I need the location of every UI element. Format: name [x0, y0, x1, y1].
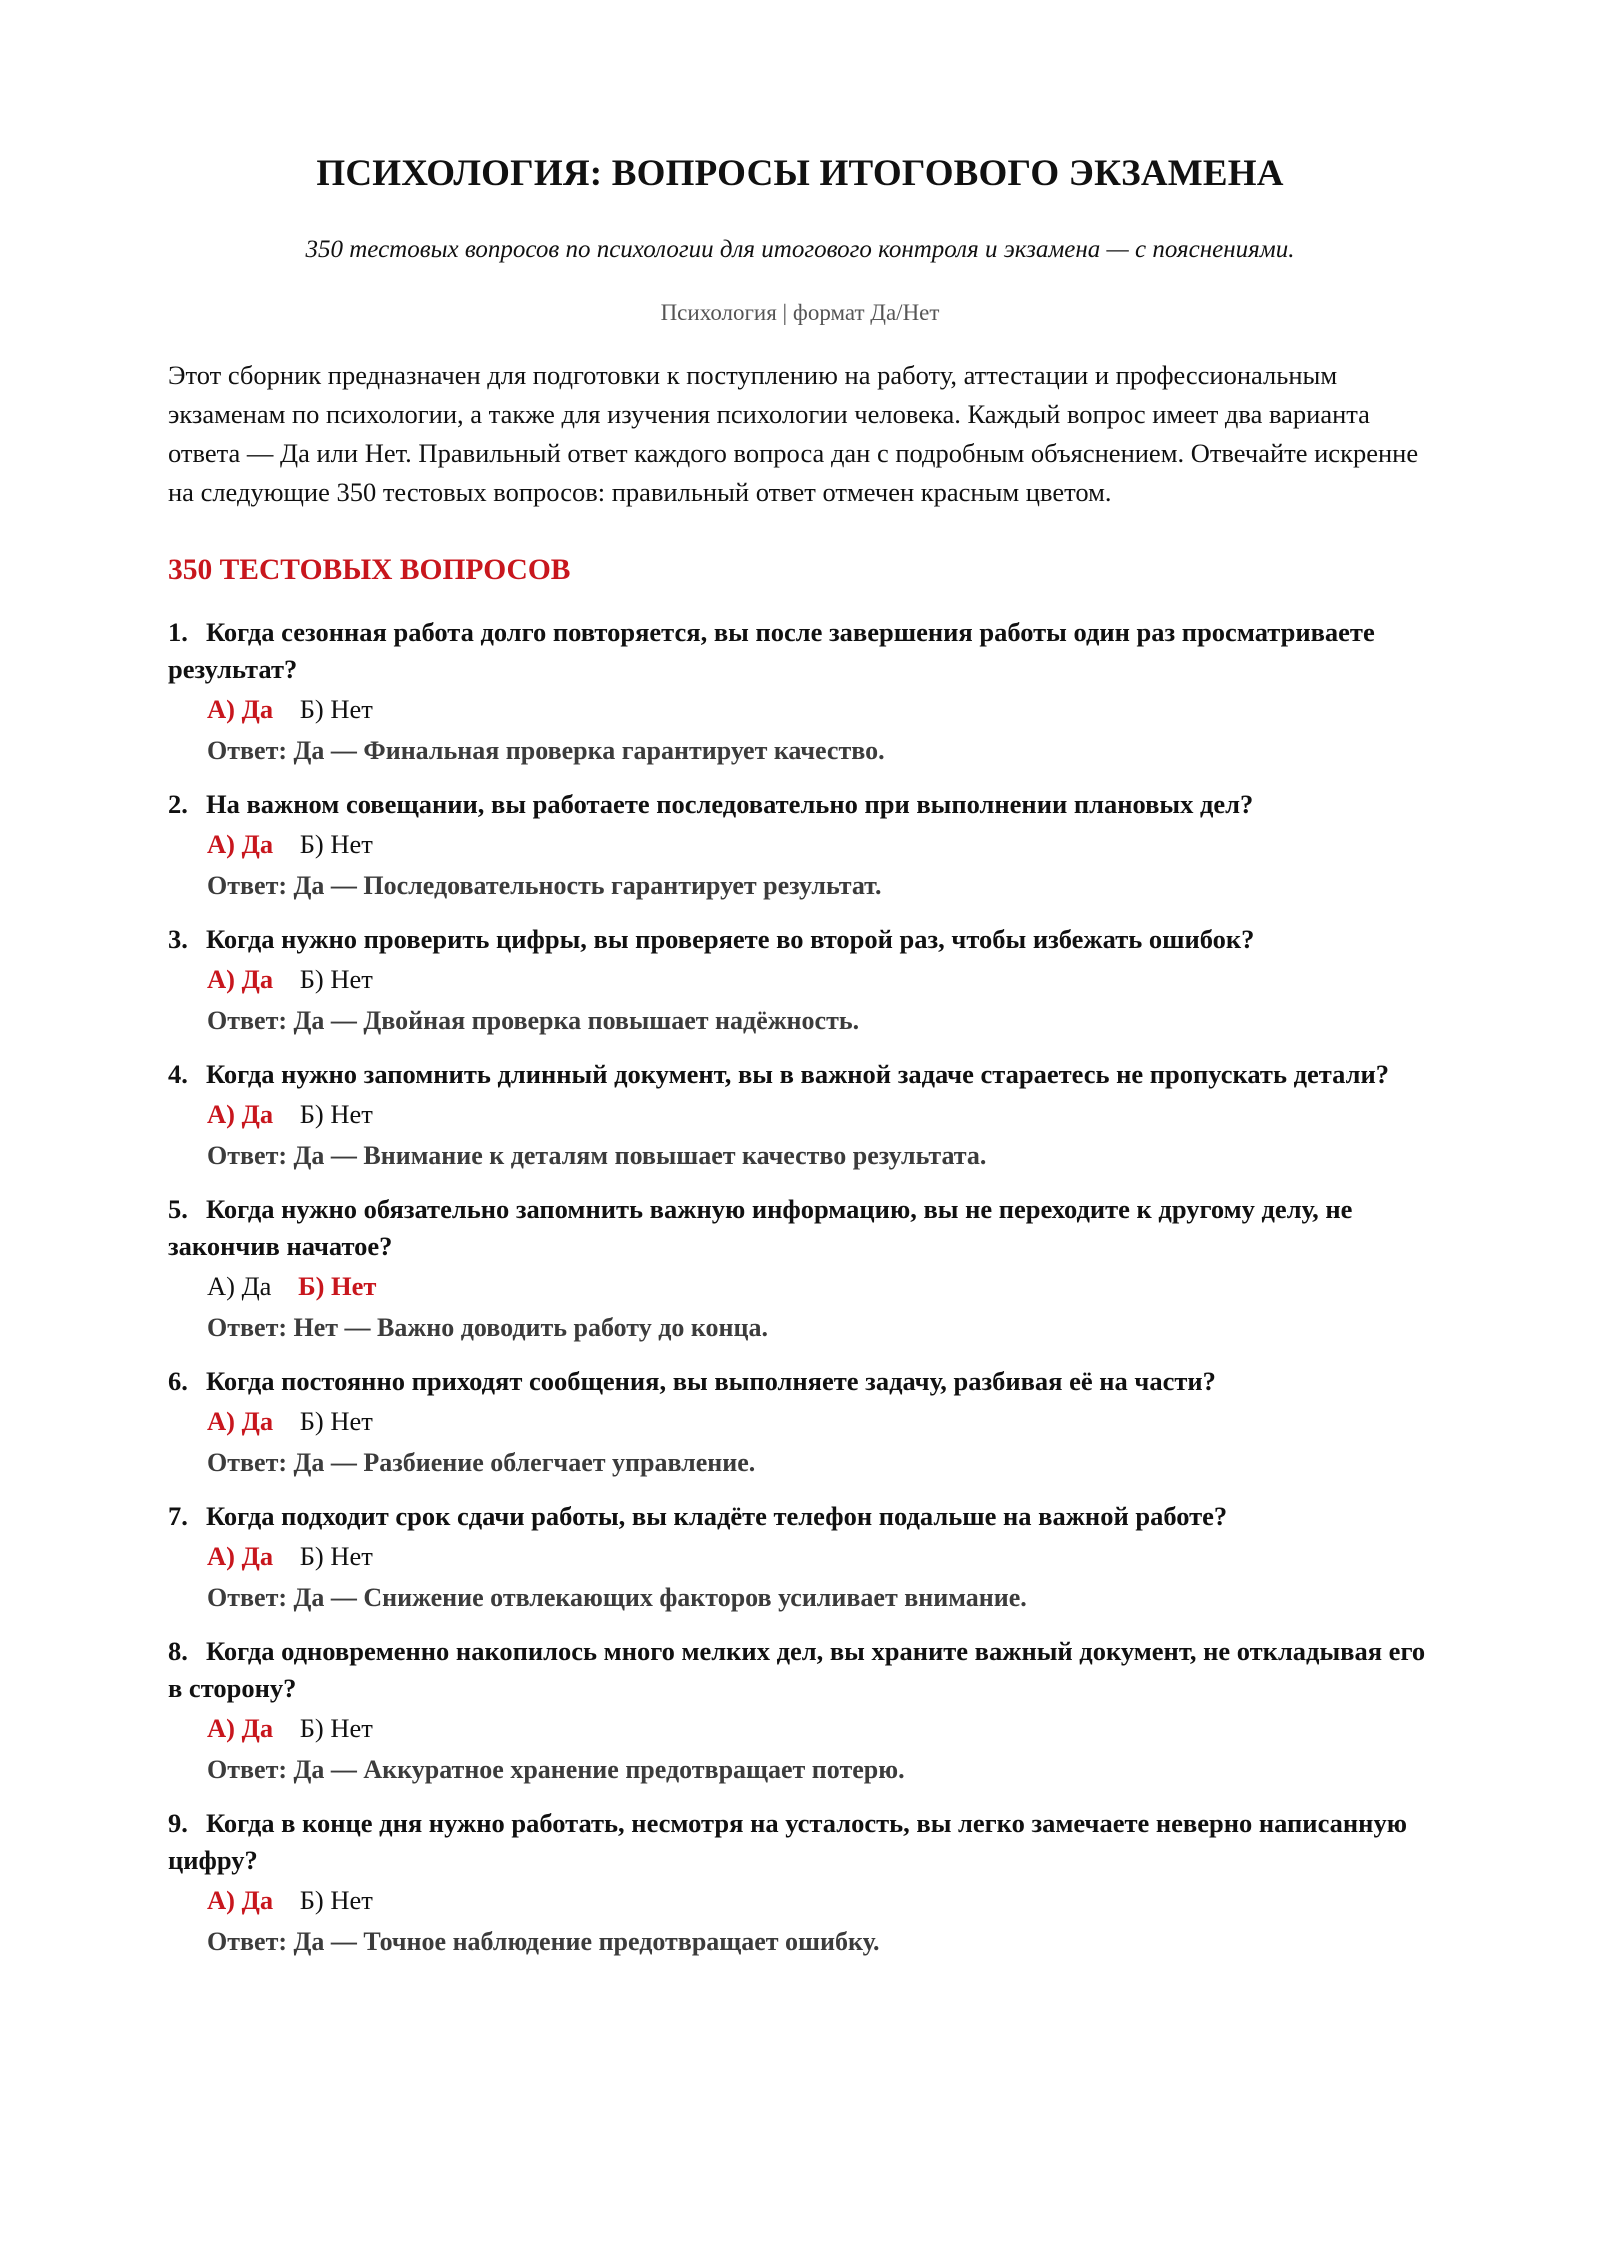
answer-explanation: Ответ: Да — Снижение отвлекающих факторов усиливает внимание.	[207, 1583, 1027, 1612]
question-item	[168, 786, 1432, 907]
question-body: Когда одновременно накопилось много мелких дел, вы храните важный документ, не откладывая его в сторону?	[168, 1636, 1426, 1703]
question-text	[168, 1498, 1432, 1535]
question-text	[168, 614, 1432, 688]
question-number: 9.	[168, 1808, 188, 1838]
question-text	[168, 1191, 1432, 1265]
answer-explanation: Ответ: Да — Внимание к деталям повышает качество результата.	[207, 1141, 987, 1170]
option-b[interactable]: Б) Нет	[298, 1271, 377, 1301]
answer-options	[168, 823, 1432, 865]
option-a[interactable]: А) Да	[207, 1099, 274, 1129]
question-number: 8.	[168, 1636, 188, 1666]
option-b[interactable]: Б) Нет	[299, 1099, 373, 1129]
page-subtitle: 350 тестовых вопросов по психологии для итогового контроля и экзамена — с пояснениями.	[305, 236, 1295, 263]
option-b[interactable]: Б) Нет	[299, 1713, 373, 1743]
page-title: ПСИХОЛОГИЯ: ВОПРОСЫ ИТОГОВОГО ЭКЗАМЕНА	[316, 153, 1284, 194]
answer-options	[168, 1879, 1432, 1921]
option-b[interactable]: Б) Нет	[299, 1541, 373, 1571]
question-number: 7.	[168, 1501, 188, 1531]
category-meta: Психология | формат Да/Нет	[660, 300, 940, 325]
option-b[interactable]: Б) Нет	[299, 964, 373, 994]
question-list	[168, 614, 1432, 1963]
question-item	[168, 921, 1432, 1042]
section-heading: 350 ТЕСТОВЫХ ВОПРОСОВ	[168, 554, 571, 586]
answer-options	[168, 1265, 1432, 1307]
question-number: 3.	[168, 924, 188, 954]
question-number: 5.	[168, 1194, 188, 1224]
question-body: Когда в конце дня нужно работать, несмотря на усталость, вы легко замечаете неверно написанную цифру?	[168, 1808, 1407, 1875]
option-a[interactable]: А) Да	[207, 1541, 274, 1571]
question-item	[168, 614, 1432, 772]
answer-explanation: Ответ: Да — Разбиение облегчает управление.	[207, 1448, 756, 1477]
answer-explanation: Ответ: Да — Аккуратное хранение предотвращает потерю.	[207, 1755, 905, 1784]
option-a[interactable]: А) Да	[207, 694, 274, 724]
question-body: Когда сезонная работа долго повторяется, вы после завершения работы один раз просматриваете результат?	[168, 617, 1375, 684]
question-body: Когда постоянно приходят сообщения, вы выполняете задачу, разбивая её на части?	[206, 1366, 1216, 1396]
option-a[interactable]: А) Да	[207, 964, 274, 994]
question-number: 1.	[168, 617, 188, 647]
question-number: 2.	[168, 789, 188, 819]
answer-explanation: Ответ: Да — Точное наблюдение предотвращает ошибку.	[207, 1927, 880, 1956]
answer-options	[168, 1535, 1432, 1577]
answer-explanation: Ответ: Да — Финальная проверка гарантирует качество.	[207, 736, 885, 765]
question-text	[168, 786, 1432, 823]
option-a[interactable]: А) Да	[207, 829, 274, 859]
question-number: 4.	[168, 1059, 188, 1089]
intro-paragraph: Этот сборник предназначен для подготовки к поступлению на работу, аттестации и профессиональным экзаменам по психологии, а также для изучения психологии человека. Каждый вопрос имеет два варианта ответа — Да или Нет. Правильный ответ каждого вопроса дан с подробным объяснением. Отвечайте искренне на следующие 350 тестовых вопросов: правильный ответ отмечен красным цветом.	[168, 360, 1419, 507]
answer-explanation: Ответ: Да — Последовательность гарантирует результат.	[207, 871, 882, 900]
question-body: Когда нужно проверить цифры, вы проверяете во второй раз, чтобы избежать ошибок?	[206, 924, 1255, 954]
option-a[interactable]: А) Да	[207, 1406, 274, 1436]
question-body: Когда нужно запомнить длинный документ, вы в важной задаче стараетесь не пропускать детали?	[206, 1059, 1389, 1089]
question-body: Когда нужно обязательно запомнить важную информацию, вы не переходите к другому делу, не закончив начатое?	[168, 1194, 1353, 1261]
answer-explanation: Ответ: Да — Двойная проверка повышает надёжность.	[207, 1006, 860, 1035]
answer-options	[168, 688, 1432, 730]
option-a[interactable]: А) Да	[207, 1713, 274, 1743]
question-number: 6.	[168, 1366, 188, 1396]
option-a[interactable]: А) Да	[207, 1271, 272, 1301]
question-item	[168, 1191, 1432, 1349]
option-b[interactable]: Б) Нет	[299, 1406, 373, 1436]
question-text	[168, 1363, 1432, 1400]
question-item	[168, 1633, 1432, 1791]
option-b[interactable]: Б) Нет	[299, 829, 373, 859]
question-body: Когда подходит срок сдачи работы, вы кладёте телефон подальше на важной работе?	[206, 1501, 1228, 1531]
question-text	[168, 1056, 1432, 1093]
question-text	[168, 1633, 1432, 1707]
question-text	[168, 921, 1432, 958]
question-item	[168, 1498, 1432, 1619]
answer-options	[168, 1707, 1432, 1749]
question-item	[168, 1363, 1432, 1484]
answer-options	[168, 958, 1432, 1000]
question-item	[168, 1056, 1432, 1177]
question-item	[168, 1805, 1432, 1963]
option-a[interactable]: А) Да	[207, 1885, 274, 1915]
option-b[interactable]: Б) Нет	[299, 694, 373, 724]
answer-options	[168, 1400, 1432, 1442]
option-b[interactable]: Б) Нет	[299, 1885, 373, 1915]
answer-options	[168, 1093, 1432, 1135]
question-text	[168, 1805, 1432, 1879]
answer-explanation: Ответ: Нет — Важно доводить работу до конца.	[207, 1313, 768, 1342]
question-body: На важном совещании, вы работаете последовательно при выполнении плановых дел?	[206, 789, 1254, 819]
